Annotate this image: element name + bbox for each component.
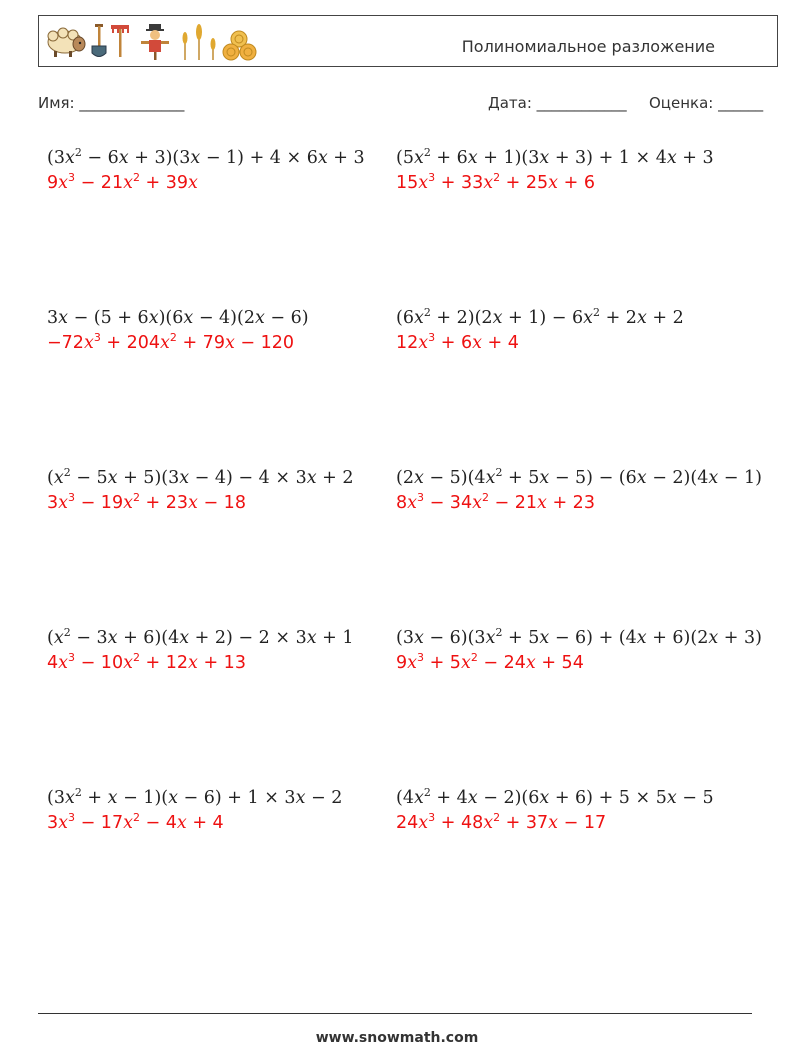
problem-expression: $(5x^2 + 6x + 1)(3x + 3) + 1 \times 4x + 3$ (396, 146, 714, 168)
problem-expression: $(6x^2 + 2)(2x + 1) - 6x^2 + 2x + 2$ (396, 306, 684, 328)
problem-expression: $(x^2 - 3x + 6)(4x + 2) - 2 \times 3x + 1$ (47, 626, 354, 648)
name-field: Имя: ______________ (38, 94, 185, 112)
problem-answer: $3x^3 - 17x^2 - 4x + 4$ (47, 811, 224, 833)
problem-answer: $8x^3 - 34x^2 - 21x + 23$ (396, 491, 595, 513)
problem-1 (47, 148, 365, 193)
problem-answer: $-72x^3 + 204x^2 + 79x - 120$ (47, 331, 295, 353)
problem-expression: $(3x^2 - 6x + 3)(3x - 1) + 4 \times 6x + 3$ (47, 146, 365, 168)
problem-expression: $(3x - 6)(3x^2 + 5x - 6) + (4x + 6)(2x + 3)$ (396, 626, 762, 648)
problem-answer: $4x^3 - 10x^2 + 12x + 13$ (47, 651, 246, 673)
problem-3 (47, 308, 309, 353)
problem-answer: $9x^3 + 5x^2 - 24x + 54$ (396, 651, 584, 673)
problem-7 (47, 628, 354, 673)
problem-answer: $24x^3 + 48x^2 + 37x - 17$ (396, 811, 607, 833)
problem-expression: $(2x - 5)(4x^2 + 5x - 5) - (6x - 2)(4x - 1)$ (396, 466, 762, 488)
problem-9 (47, 788, 342, 833)
worksheet-header (38, 15, 778, 67)
header-icons (43, 22, 273, 62)
problem-answer: $12x^3 + 6x + 4$ (396, 331, 519, 353)
problem-answer: $15x^3 + 33x^2 + 25x + 6$ (396, 171, 595, 193)
footer-url: www.snowmath.com (315, 1030, 479, 1046)
hay-bales-icon (223, 31, 256, 60)
problem-answer: $3x^3 - 19x^2 + 23x - 18$ (47, 491, 246, 513)
problem-8 (396, 628, 762, 673)
page-title: Полиномиальное разложение (461, 37, 715, 56)
problem-6 (396, 468, 762, 513)
problem-answer: $9x^3 - 21x^2 + 39x$ (47, 171, 198, 193)
problem-4 (396, 308, 684, 353)
problem-expression: $(3x^2 + x - 1)(x - 6) + 1 \times 3x - 2$ (47, 786, 343, 808)
date-field: Дата: ____________ (488, 94, 627, 112)
problem-5 (47, 468, 354, 513)
footer-divider (38, 1013, 752, 1014)
rake-icon (111, 25, 129, 57)
problem-10 (396, 788, 714, 833)
grade-field: Оценка: ______ (649, 94, 764, 112)
shovel-icon (92, 24, 106, 57)
problem-expression: $(4x^2 + 4x - 2)(6x + 6) + 5 \times 5x - 5$ (396, 786, 714, 808)
scarecrow-icon (141, 24, 169, 60)
problem-2 (396, 148, 714, 193)
wheat-icon (183, 24, 216, 60)
problem-expression: $(x^2 - 5x + 5)(3x - 4) - 4 \times 3x + 2$ (47, 466, 354, 488)
problem-expression: 3x − (5 + 6x)(6x − 4)(2x − 6) (47, 308, 309, 328)
sheep-icon (48, 28, 85, 57)
